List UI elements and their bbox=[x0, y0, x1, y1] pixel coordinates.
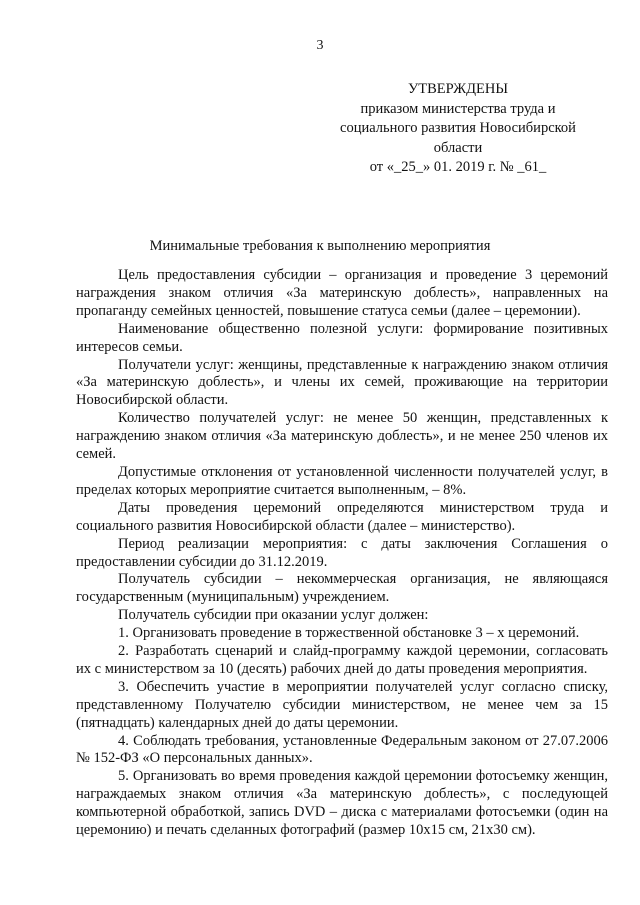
paragraph-recipients: Получатели услуг: женщины, представленные к награждению знаком отличия «За материнскую доблесть», и члены их семей, проживающие на территории Новосибирской области. bbox=[76, 356, 608, 409]
obligation-item-5: 5. Организовать во время проведения каждой церемонии фотосъемку женщин, награждаемых знаком отличия «За материнскую доблесть», с последующей компьютерной обработкой, запись DVD – диска с материалами фотосъемки (один на церемонию) и печать сделанных фотографий (размер 10х15 см, 21х30 см). bbox=[76, 768, 608, 839]
approval-order-line: приказом министерства труда и bbox=[360, 100, 556, 117]
obligation-item-3: 3. Обеспечить участие в мероприятии получателей услуг согласно списку, представленному Получателю субсидии министерством, не менее чем за 15 (пятнадцать) календарных дней до даты церемонии. bbox=[76, 678, 608, 731]
approval-heading: УТВЕРЖДЕНЫ bbox=[407, 81, 509, 97]
paragraph-period: Период реализации мероприятия: с даты заключения Соглашения о предоставлении субсидии до 31.12.2019. bbox=[76, 535, 608, 570]
paragraph-dates: Даты проведения церемоний определяются министерством труда и социального развития Новосибирской области (далее – министерство). bbox=[76, 499, 608, 534]
document-title: Минимальные требования к выполнению мероприятия bbox=[149, 238, 491, 254]
obligation-item-4: 4. Соблюдать требования, установленные Федеральным законом от 27.07.2006 № 152-ФЗ «О персональных данных». bbox=[76, 732, 608, 767]
paragraph-service-name: Наименование общественно полезной услуги: формирование позитивных интересов семьи. bbox=[76, 320, 608, 355]
approval-region-line: области bbox=[433, 139, 483, 156]
paragraph-subsidy-recipient: Получатель субсидии – некоммерческая организация, не являющаяся государственным (муниципальным) учреждением. bbox=[76, 571, 608, 606]
paragraph-obligations-intro: Получатель субсидии при оказании услуг должен: bbox=[118, 607, 429, 624]
obligation-item-1: 1. Организовать проведение в торжественной обстановке 3 – х церемоний. bbox=[118, 625, 580, 642]
paragraph-deviation: Допустимые отклонения от установленной численности получателей услуг, в пределах которых мероприятие считается выполненным, – 8%. bbox=[76, 463, 608, 498]
obligation-item-2: 2. Разработать сценарий и слайд-программу каждой церемонии, согласовать их с министерством за 10 (десять) рабочих дней до даты проведения мероприятия. bbox=[76, 643, 608, 677]
approval-ministry-line: социального развития Новосибирской bbox=[340, 120, 576, 136]
paragraph-purpose: Цель предоставления субсидии – организация и проведение 3 церемоний награждения знаком отличия «За материнскую доблесть», направленных на пропаганду семейных ценностей, повышение статуса семьи (далее – церемонии). bbox=[76, 267, 608, 319]
approval-block bbox=[318, 80, 598, 178]
page-number: 3 bbox=[316, 38, 324, 53]
approval-date-number: от «_25_» 01. 2019 г. № _61_ bbox=[369, 159, 547, 175]
document-body bbox=[76, 267, 608, 840]
paragraph-recipient-count: Количество получателей услуг: не менее 50 женщин, представленных к награждению знаком отличия «За материнскую доблесть», и не менее 250 членов их семей. bbox=[76, 410, 608, 463]
